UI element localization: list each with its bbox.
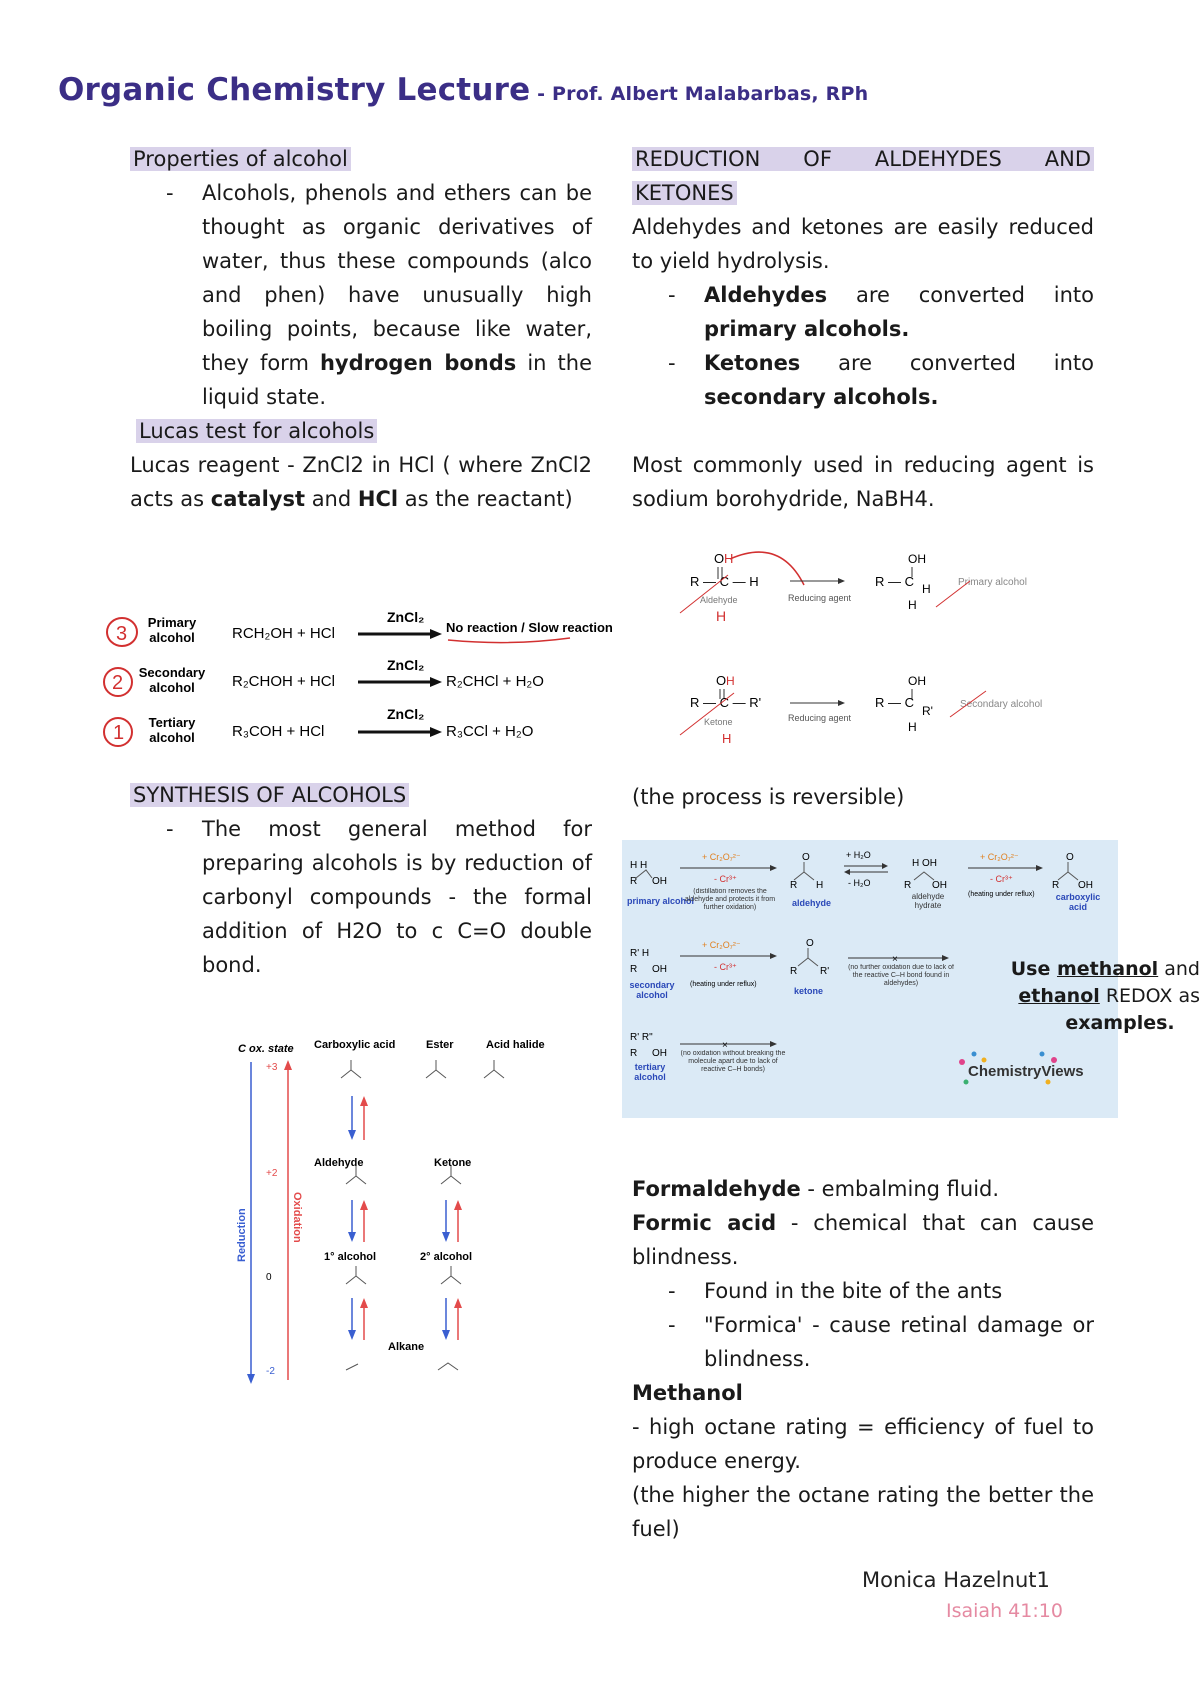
- oxidation-state-figure: [226, 1030, 556, 1390]
- fuel-section: [632, 1172, 1094, 1546]
- svg-text:R: R: [630, 876, 638, 887]
- svg-text:H: H: [726, 674, 735, 688]
- properties-list: [130, 176, 592, 414]
- lucas-text: [130, 448, 592, 516]
- reactants: R₂CHOH + HCl: [232, 673, 335, 690]
- synthesis-heading: SYNTHESIS OF ALCOHOLS: [130, 783, 409, 807]
- alcohol-type-2: alcohol: [149, 680, 195, 695]
- svg-text:R: R: [790, 966, 798, 977]
- alcohol-type-2: alcohol: [149, 630, 195, 645]
- formic-bullet-2: - "Formica' - cause retinal damage or blindness.: [632, 1308, 1094, 1376]
- alcohol-type: Primary: [147, 615, 197, 630]
- svg-text:OH: OH: [652, 964, 667, 975]
- formic-bullet-1: - Found in the bite of the ants: [632, 1274, 1094, 1308]
- carboxylic-acid-label: Carboxylic acid: [314, 1039, 396, 1051]
- svg-text:R': R': [922, 704, 933, 718]
- page-title: [58, 72, 868, 108]
- reduction-label: Reduction: [236, 1208, 248, 1262]
- callout-methanol: methanol: [1056, 958, 1159, 980]
- synthesis-list: [130, 812, 592, 982]
- svg-text:R — C — R': R — C — R': [690, 695, 762, 710]
- lucas-text-2: and: [305, 487, 358, 511]
- svg-text:H: H: [722, 731, 732, 746]
- tertiary-alcohol-label: tertiary alcohol: [634, 1062, 666, 1082]
- lucas-text-1: Lucas reagent - ZnCl2 in HCl ( where ZnCl2 acts as: [130, 453, 592, 511]
- reagent: ZnCl₂: [387, 657, 425, 673]
- reduced-label: - Cr³⁺: [714, 962, 737, 972]
- svg-text:H: H: [922, 582, 931, 596]
- ketone-label: Ketone: [434, 1157, 472, 1169]
- product: R₂CHCl + H₂O: [446, 673, 544, 690]
- reduction-bullet-ketones: [632, 346, 1094, 414]
- svg-text:R' R": R' R": [630, 1032, 653, 1043]
- bullet-text: are converted into: [827, 283, 1094, 307]
- no-further-oxidation-note: (no further oxidation due to lack of the reactive C–H bond found in aldehydes): [848, 964, 954, 987]
- formaldehyde-line: [632, 1172, 1094, 1206]
- properties-heading: Properties of alcohol: [130, 147, 351, 171]
- oxidant-label: + Cr₂O₇²⁻: [702, 940, 741, 950]
- redox-callout: [1010, 956, 1200, 1037]
- svg-text:R — C: R — C: [875, 695, 914, 710]
- properties-bullet: [130, 176, 592, 414]
- svg-text:H: H: [816, 880, 824, 891]
- reducing-agent-label: Reducing agent: [788, 593, 852, 603]
- redox-row-secondary: [622, 938, 956, 1006]
- oxidant-label: + Cr₂O₇²⁻: [702, 852, 741, 862]
- callout-text-1: Use: [1010, 958, 1057, 980]
- reversible-note: (the process is reversible): [632, 785, 905, 809]
- formic-line: [632, 1206, 1094, 1274]
- professor-name: Prof. Albert Malabarbas, RPh: [552, 83, 869, 105]
- formaldehyde-text: - embalming fluid.: [800, 1177, 1000, 1201]
- formaldehyde-term: Formaldehyde: [632, 1177, 801, 1201]
- brand-name: ChemistryViews: [968, 1063, 1084, 1080]
- svg-text:R' H: R' H: [630, 948, 650, 959]
- svg-text:×: ×: [892, 954, 898, 965]
- formic-acid-term: Formic acid: [632, 1211, 777, 1235]
- hcl-term: HCl: [357, 487, 399, 511]
- product: No reaction / Slow reaction: [446, 620, 613, 635]
- reactants: RCH₂OH + HCl: [232, 625, 335, 642]
- svg-text:H: H: [716, 608, 727, 624]
- methanol-paren: (the higher the octane rating the better the fuel): [632, 1483, 1094, 1541]
- reduction-mechanism-figure: [670, 545, 1090, 760]
- axis-title: C ox. state: [238, 1043, 294, 1055]
- right-column: [632, 142, 1094, 516]
- methanol-line: - high octane rating = efficiency of fuel to produce energy.: [632, 1415, 1094, 1473]
- ketone-label: Ketone: [704, 717, 733, 727]
- reducing-agent-label: Reducing agent: [788, 713, 852, 723]
- primary-alcohol-label: 1° alcohol: [324, 1251, 377, 1263]
- level-zero: 0: [266, 1272, 272, 1283]
- minus-water-label: - H₂O: [848, 878, 871, 888]
- chemistryviews-logo: [959, 1052, 1084, 1085]
- svg-text:OH: OH: [908, 552, 926, 566]
- svg-text:R — C — H: R — C — H: [690, 574, 759, 589]
- arrowhead-icon: [430, 629, 442, 639]
- catalyst-term: catalyst: [210, 487, 306, 511]
- ester-label: Ester: [426, 1039, 454, 1051]
- heating-note: (heating under reflux): [690, 981, 757, 988]
- reduction-list: [632, 278, 1094, 414]
- methanol-heading: Methanol: [632, 1381, 743, 1405]
- level-plus2: +2: [266, 1168, 278, 1179]
- aldehyde-label: Aldehyde: [700, 595, 738, 605]
- rank-number: 2: [112, 672, 124, 694]
- svg-text:R: R: [904, 880, 912, 891]
- hydrogen-bonds-term: hydrogen bonds: [319, 351, 517, 375]
- svg-text:H: H: [908, 720, 917, 734]
- lucas-row-secondary: [104, 657, 544, 696]
- svg-text:H: H: [724, 551, 734, 566]
- synthesis-bullet: - The most general method for preparing alcohols is by reduction of carbonyl compounds - the formal addition of H2O to c C=O double bond.: [130, 812, 592, 982]
- svg-text:×: ×: [722, 1040, 728, 1051]
- aldehyde-label: Aldehyde: [314, 1157, 364, 1169]
- ketone-label: ketone: [794, 986, 824, 996]
- synthesis-section: [130, 778, 592, 982]
- properties-text-1: Alcohols, phenols and ethers can be thought as organic derivatives of water, thus these compounds (alco and phen) have unusually high boiling points, because like water, they form: [202, 181, 592, 375]
- svg-text:O: O: [806, 938, 814, 949]
- alcohol-type: Tertiary: [148, 715, 196, 730]
- svg-text:OH: OH: [652, 876, 667, 887]
- secondary-alcohol-label: 2° alcohol: [420, 1251, 473, 1263]
- svg-text:R: R: [630, 1048, 638, 1059]
- secondary-alcohol-label: Secondary alcohol: [960, 699, 1043, 710]
- redox-row-primary: [627, 850, 1108, 928]
- lucas-test-figure: [100, 598, 630, 758]
- no-oxidation-note: (no oxidation without breaking the molecule apart due to lack of reactive C–H bonds): [680, 1050, 786, 1073]
- carboxylic-acid-label: carboxylic acid: [1055, 892, 1101, 912]
- callout-text-2: and: [1158, 958, 1200, 980]
- arrowhead-icon: [430, 727, 442, 737]
- lucas-text-3: as the reactant): [398, 487, 573, 511]
- rank-number: 3: [116, 623, 128, 645]
- oxidation-label: Oxidation: [291, 1192, 303, 1243]
- svg-text:R': R': [820, 966, 830, 977]
- svg-text:O: O: [1066, 852, 1074, 863]
- reduced-label: - Cr³⁺: [714, 874, 737, 884]
- svg-text:R: R: [630, 964, 638, 975]
- carbonyl-structures: [341, 1060, 504, 1370]
- title-dash: -: [530, 83, 553, 105]
- svg-text:O: O: [716, 673, 727, 688]
- svg-text:H: H: [908, 598, 917, 612]
- properties-text-2: in the liquid state.: [202, 351, 592, 409]
- reagent: ZnCl₂: [387, 706, 425, 722]
- svg-text:OH: OH: [652, 1048, 667, 1059]
- primary-alcohol-label: primary alcohol: [627, 896, 695, 906]
- reduction-bullet-aldehydes: [632, 278, 1094, 346]
- lucas-heading: Lucas test for alcohols: [136, 419, 377, 443]
- callout-text-3: REDOX as: [1099, 985, 1200, 1007]
- ketones-term: Ketones: [704, 351, 801, 375]
- lucas-row-primary: [107, 609, 613, 646]
- svg-text:O: O: [802, 852, 810, 863]
- alkane-label: Alkane: [388, 1341, 425, 1353]
- secondary-alcohols-term: secondary alcohols.: [704, 385, 939, 409]
- svg-text:O: O: [714, 551, 725, 566]
- redox-arrows: [348, 1096, 462, 1340]
- svg-text:OH: OH: [932, 880, 947, 891]
- alcohol-type: Secondary: [138, 665, 206, 680]
- product: R₃CCl + H₂O: [446, 723, 534, 740]
- verse: Isaiah 41:10: [946, 1600, 1063, 1622]
- secondary-alcohol-label: secondary alcohol: [629, 980, 675, 1000]
- reduction-heading-2: KETONES: [632, 181, 737, 205]
- callout-text-4: examples.: [1065, 1012, 1175, 1034]
- svg-text:H OH: H OH: [912, 858, 937, 869]
- plus-water-label: + H₂O: [846, 850, 871, 860]
- aldehyde-hydrate-label: aldehyde hydrate: [911, 892, 945, 910]
- oxidant-label: + Cr₂O₇²⁻: [980, 852, 1019, 862]
- reactants: R₃COH + HCl: [232, 723, 325, 740]
- svg-text:OH: OH: [1078, 880, 1093, 891]
- svg-text:H H: H H: [630, 860, 648, 871]
- aldehydes-term: Aldehydes: [704, 283, 828, 307]
- heating-note: (heating under reflux): [968, 891, 1035, 898]
- aldehyde-label: aldehyde: [792, 898, 832, 908]
- svg-text:R: R: [1052, 880, 1060, 891]
- primary-alcohols-term: primary alcohols.: [704, 317, 910, 341]
- reduced-label: - Cr³⁺: [990, 874, 1013, 884]
- redox-row-tertiary: [622, 1032, 788, 1094]
- alcohol-type-2: alcohol: [149, 730, 195, 745]
- level-minus2: -2: [266, 1366, 275, 1377]
- left-column: [130, 142, 592, 516]
- acid-halide-label: Acid halide: [486, 1039, 545, 1051]
- callout-ethanol: ethanol: [1018, 985, 1100, 1007]
- formic-list: [632, 1274, 1094, 1376]
- rank-number: 1: [113, 722, 125, 744]
- title-text: Organic Chemistry Lecture: [58, 72, 531, 108]
- reduction-heading-1: REDUCTION OF ALDEHYDES AND: [632, 147, 1094, 171]
- reducing-agent-text: Most commonly used in reducing agent is sodium borohydride, NaBH4.: [632, 453, 1094, 511]
- primary-alcohol-label: Primary alcohol: [958, 577, 1027, 588]
- formic-acid-text: - chemical that can cause blindness.: [632, 1211, 1094, 1269]
- level-plus3: +3: [266, 1062, 278, 1073]
- svg-text:R: R: [790, 880, 798, 891]
- aldehyde-reduction: [680, 551, 1027, 624]
- svg-text:OH: OH: [908, 674, 926, 688]
- reduction-intro: Aldehydes and ketones are easily reduced to yield hydrolysis.: [632, 215, 1094, 273]
- lucas-row-tertiary: [104, 706, 533, 746]
- reagent: ZnCl₂: [387, 609, 425, 625]
- distillation-note: (distillation removes the aldehyde and protects it from further oxidation): [684, 888, 776, 911]
- ketone-reduction: [680, 673, 1042, 746]
- svg-text:R — C: R — C: [875, 574, 914, 589]
- bullet-text: are converted into: [800, 351, 1094, 375]
- author-name: Monica Hazelnut1: [862, 1568, 1050, 1592]
- arrowhead-icon: [430, 677, 442, 687]
